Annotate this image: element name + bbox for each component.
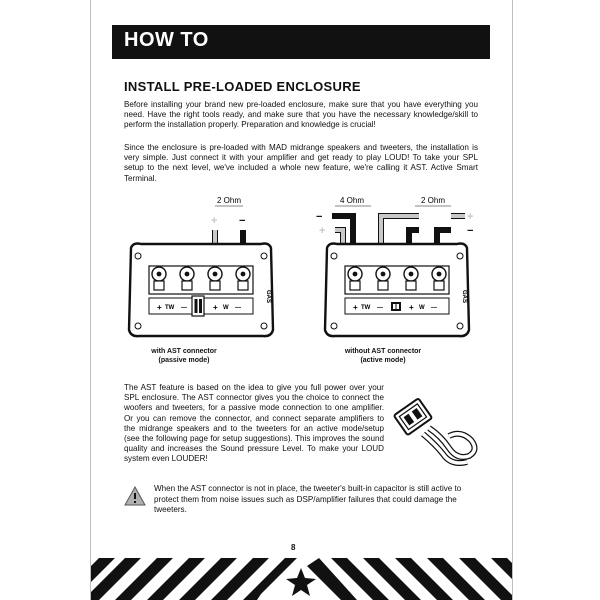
tw-minus-label: — <box>181 305 187 311</box>
caption-passive-line1: with AST connector <box>151 348 217 355</box>
footer-stripe-pattern <box>91 558 512 600</box>
warning-icon <box>124 486 146 506</box>
active-mode-diagram <box>316 196 473 336</box>
caption-active <box>323 347 443 365</box>
ast-paragraph: The AST feature is based on the idea to give you full power over your SPL enclosure. The AST connector gives you the choice to connect the woofers and tweeters, for a passive mode connection to one amplifier. Or you can remove the connector, and connect separate amplifiers to the midrange speakers and to the tweeters for an active mode/setup (see the following page for setup suggestions). This improves the sound quality and increases the Sound pressure Level. To make your LOUD system even LOUDER! <box>124 383 384 464</box>
warning-text: When the AST connector is not in place, the tweeter's built-in capacitor is still active to protect them from noise issues such as DSP/amplifier failures that could damage the tweeters. <box>154 484 462 514</box>
svg-text:−: − <box>316 211 323 223</box>
svg-text:+: + <box>467 211 474 223</box>
tw-plus-label: + <box>157 303 162 312</box>
caption-active-line1: without AST connector <box>344 348 422 355</box>
tw-label: TW <box>165 305 175 311</box>
ast-connector-illustration <box>391 386 481 466</box>
setup-paragraph: Since the enclosure is pre-loaded with MAD midrange speakers and tweeters, the installation is very simple. Just connect it with your amplifier and get ready to play LOUD! To take your SPL setup to the next level, we've included a whole new feature, we're calling it AST. Active Smart Terminal. <box>124 143 478 183</box>
page-title: HOW TO <box>124 29 209 51</box>
caption-passive <box>124 347 244 365</box>
plus-sign: + <box>211 215 218 227</box>
ohm-label: 2 Ohm <box>216 196 242 205</box>
terminal-posts-right <box>345 266 449 294</box>
warning-note <box>124 484 484 524</box>
caption-passive-line2: (passive mode) <box>158 357 210 364</box>
brand-mark: GAS <box>265 290 271 304</box>
w-minus-label-right: — <box>431 305 437 311</box>
tw-plus-label-right: + <box>353 303 358 312</box>
terminal-posts-left <box>149 266 253 294</box>
minus-sign: − <box>239 215 246 227</box>
ast-socket-empty <box>391 302 401 311</box>
manual-page <box>90 0 513 600</box>
tw-minus-label-right: — <box>377 305 383 311</box>
section-title: INSTALL PRE-LOADED ENCLOSURE <box>124 79 361 94</box>
intro-paragraph: Before installing your brand new pre-loaded enclosure, make sure that you have everything you need. Have the right tools ready, and make sure that you have the necessary knowledge/skill to perform the installation properly. Preparation and knowledge is crucial! <box>124 100 478 130</box>
ast-connector-plugged <box>192 296 204 316</box>
w-plus-label: + <box>213 303 218 312</box>
w-minus-label: — <box>235 305 241 311</box>
ohm-label-tweeter: 2 Ohm <box>420 196 446 205</box>
header-bar <box>112 25 490 59</box>
terminal-diagrams <box>121 190 481 370</box>
w-label-right: W <box>419 305 425 311</box>
svg-text:+: + <box>319 225 326 237</box>
ohm-label-midrange: 4 Ohm <box>339 196 365 205</box>
page-number: 8 <box>291 543 296 552</box>
w-plus-label-right: + <box>409 303 414 312</box>
brand-mark-right: GAS <box>461 290 467 304</box>
tw-label-right: TW <box>361 305 371 311</box>
w-label: W <box>223 305 229 311</box>
passive-mode-diagram <box>129 196 273 336</box>
svg-text:−: − <box>467 225 474 237</box>
caption-active-line2: (active mode) <box>360 357 406 364</box>
